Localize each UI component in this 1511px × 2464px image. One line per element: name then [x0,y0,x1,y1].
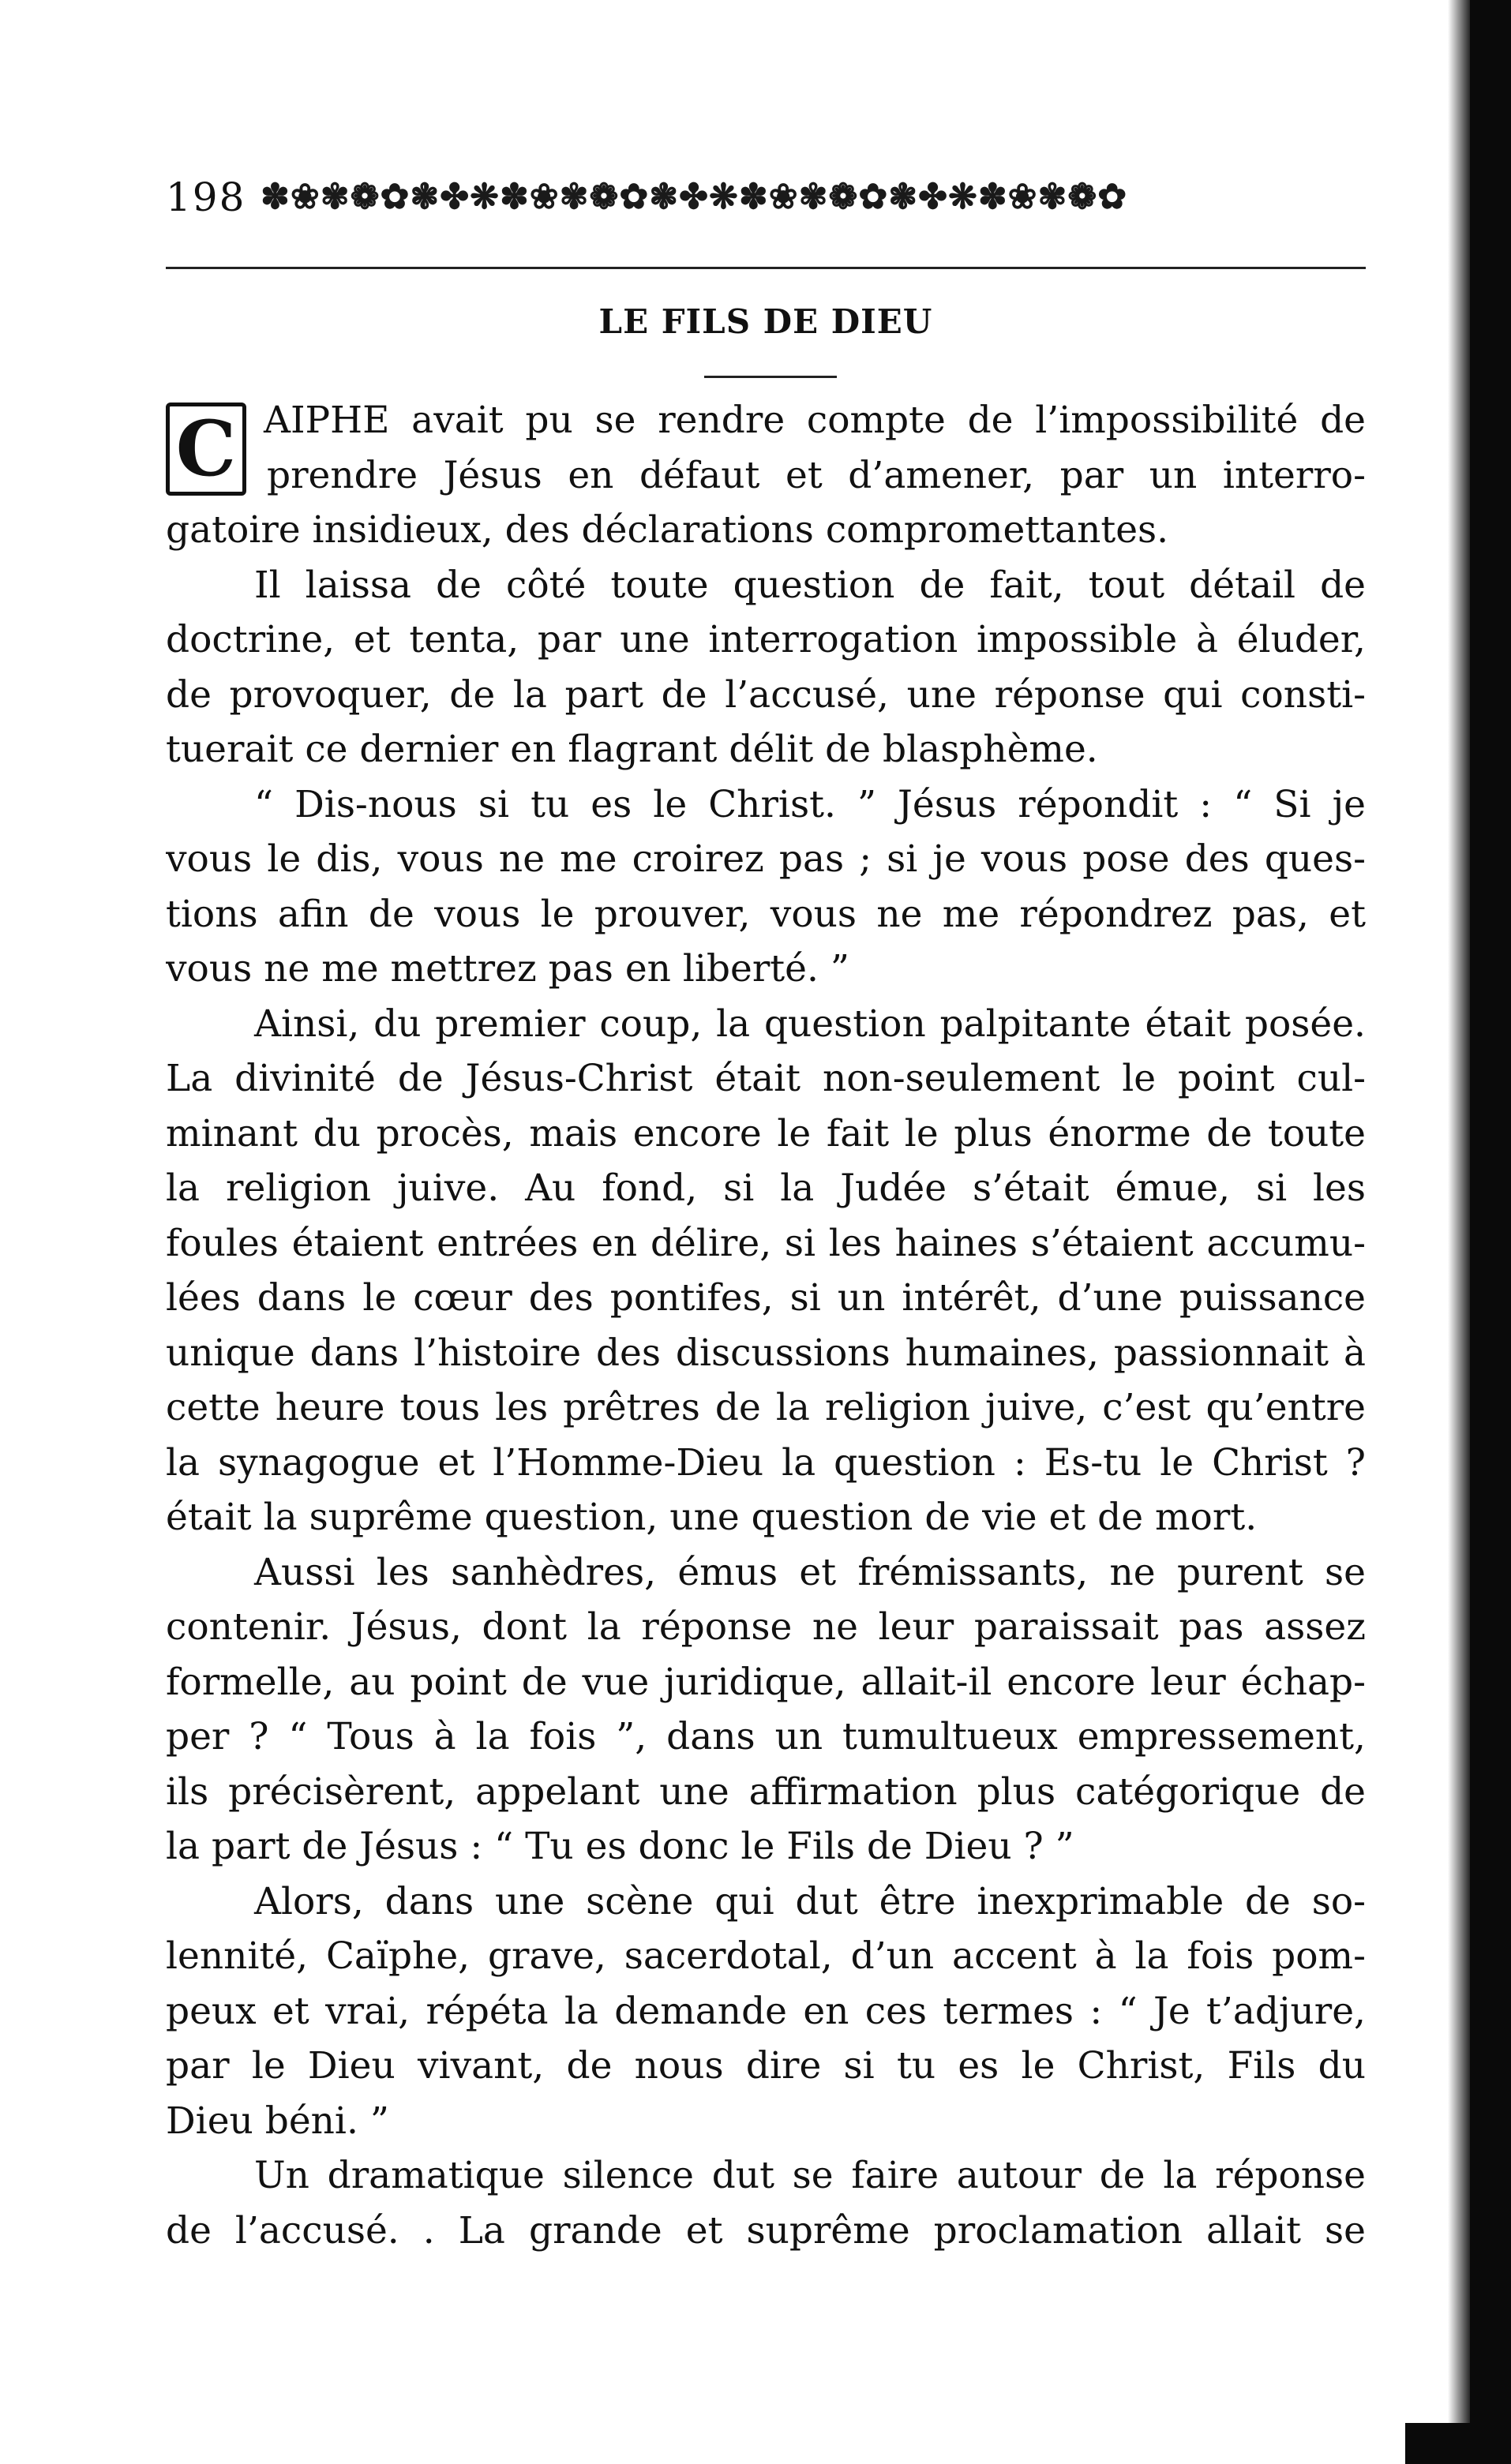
header-rule [166,267,1366,269]
text-line: Dieu béni. ” [166,2099,389,2143]
text-line: contenir. Jésus, dont la réponse ne leur paraissait pas assez [166,1605,1366,1649]
text-line: per ? “ Tous à la fois ”, dans un tumultueux empressement, [166,1715,1366,1758]
binding-shadow [1470,0,1511,2464]
text-line: la synagogue et l’Homme-Dieu la question : Es-tu le Christ ? [166,1440,1366,1485]
text-line: Alors, dans une scène qui dut être inexprimable de so- [254,1879,1366,1923]
page-number: 198 [166,174,246,220]
drop-cap-letter: C [175,404,237,493]
drop-cap [166,403,246,496]
text-line: “ Dis-nous si tu es le Christ. ” Jésus répondit : “ Si je [254,782,1366,826]
text-line: la part de Jésus : “ Tu es donc le Fils de Dieu ? ” [166,1825,1074,1868]
text-line: prendre Jésus en défaut et d’amener, par un interro- [267,453,1366,497]
running-header [166,166,1366,229]
text-line: lennité, Caïphe, grave, sacerdotal, d’un accent à la fois pom- [166,1934,1366,1978]
text-line: minant du procès, mais encore le fait le plus énorme de toute [166,1111,1366,1155]
text-line: par le Dieu vivant, de nous dire si tu es le Christ, Fils du [166,2044,1366,2088]
text-line: Il laissa de côté toute question de fait, tout détail de [254,563,1366,607]
body-text [166,393,1366,2258]
text-line: tuerait ce dernier en flagrant délit de blasphème. [166,728,1098,771]
text-line: La divinité de Jésus-Christ était non-seulement le point cul- [166,1057,1366,1100]
text-line: vous ne me mettrez pas en liberté. ” [166,947,849,990]
text-line: AIPHE avait pu se rendre compte de l’impossibilité de [264,399,1366,442]
text-line: était la suprême question, une question de vie et de mort. [166,1496,1258,1539]
corner-shadow [1405,2423,1511,2464]
header-ornament: ✽❀✾❁✿❃✤❋✽❀✾❁✿❃✤❋✽❀✾❁✿❃✤❋✽❀✾❁✿ [261,177,1128,217]
binding-shadow-fade [1448,0,1470,2464]
text-line: peux et vrai, répéta la demande en ces termes : “ Je t’adjure, [166,1989,1366,2033]
text-line: Un dramatique silence dut se faire autour de la réponse [254,2154,1366,2197]
chapter-title: LE FILS DE DIEU [598,302,933,341]
text-line: lées dans le cœur des pontifes, si un intérêt, d’une puissance [166,1276,1366,1320]
text-line: doctrine, et tenta, par une interrogation impossible à éluder, [166,618,1366,661]
text-line: Aussi les sanhèdres, émus et frémissants, ne purent se [254,1550,1366,1594]
text-line: de provoquer, de la part de l’accusé, une réponse qui consti- [166,672,1366,717]
title-rule [704,376,837,378]
text-line: ils précisèrent, appelant une affirmation plus catégorique de [166,1769,1366,1814]
text-line: la religion juive. Au fond, si la Judée s’était émue, si les [166,1166,1366,1210]
text-line: gatoire insidieux, des déclarations compromettantes. [166,508,1169,552]
text-line: foules étaient entrées en délire, si les haines s’étaient accumu- [166,1221,1366,1265]
text-line: vous le dis, vous ne me croirez pas ; si je vous pose des ques- [166,837,1366,881]
text-line: tions afin de vous le prouver, vous ne me répondrez pas, et [166,892,1366,936]
text-line: unique dans l’histoire des discussions humaines, passionnait à [166,1331,1366,1375]
text-line: formelle, au point de vue juridique, allait-il encore leur échap- [166,1660,1366,1704]
text-line: Ainsi, du premier coup, la question palpitante était posée. [254,1002,1366,1046]
text-line: de l’accusé. . La grande et suprême proclamation allait se [166,2208,1366,2252]
text-line: cette heure tous les prêtres de la religion juive, c’est qu’entre [166,1386,1366,1429]
